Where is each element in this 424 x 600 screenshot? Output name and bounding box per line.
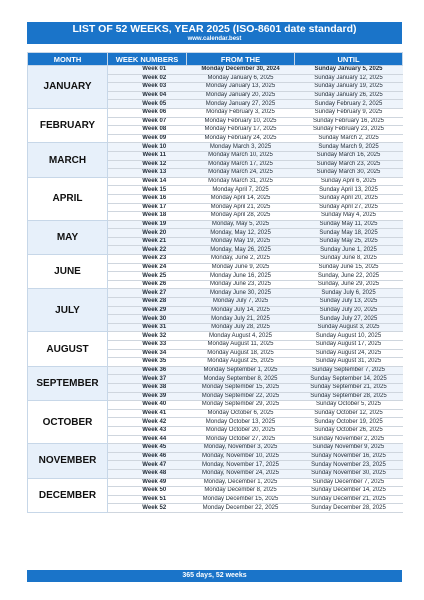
week-end-date: Sunday March 23, 2025 [295, 160, 403, 169]
page-title: LIST OF 52 WEEKS, YEAR 2025 (ISO-8601 date standard) [72, 23, 357, 35]
week-start-date: Monday October 20, 2025 [187, 426, 295, 435]
week-start-date: Monday September 29, 2025 [187, 401, 295, 410]
week-start-date: Monday May 19, 2025 [187, 237, 295, 246]
week-end-date: Sunday January 26, 2025 [295, 91, 403, 100]
week-number: Week 44 [108, 435, 187, 444]
table-row [28, 66, 403, 75]
week-end-date: Sunday March 16, 2025 [295, 151, 403, 160]
week-number: Week 12 [108, 160, 187, 169]
week-end-date: Sunday December 21, 2025 [295, 495, 403, 504]
week-start-date: Monday April 14, 2025 [187, 194, 295, 203]
week-start-date: Monday, May 26, 2025 [187, 246, 295, 255]
week-number: Week 27 [108, 289, 187, 298]
week-start-date: Monday September 15, 2025 [187, 383, 295, 392]
table-row [28, 177, 403, 186]
week-number: Week 47 [108, 461, 187, 470]
week-number: Week 05 [108, 100, 187, 109]
week-start-date: Monday, November 24, 2025 [187, 469, 295, 478]
week-start-date: Monday January 20, 2025 [187, 91, 295, 100]
month-name: MARCH [28, 143, 108, 177]
week-end-date: Sunday October 19, 2025 [295, 418, 403, 427]
website-link[interactable]: www.calendar.best [187, 36, 242, 42]
week-number: Week 17 [108, 203, 187, 212]
week-end-date: Sunday September 21, 2025 [295, 383, 403, 392]
week-number: Week 23 [108, 255, 187, 264]
week-end-date: Sunday August 10, 2025 [295, 332, 403, 341]
week-number: Week 11 [108, 151, 187, 160]
table-row [28, 255, 403, 264]
month-name: JANUARY [28, 66, 108, 109]
month-name: NOVEMBER [28, 444, 108, 478]
week-start-date: Monday February 3, 2025 [187, 108, 295, 117]
week-number: Week 43 [108, 426, 187, 435]
week-number: Week 52 [108, 504, 187, 513]
week-end-date: Sunday November 2, 2025 [295, 435, 403, 444]
week-number: Week 39 [108, 392, 187, 401]
page-header [27, 22, 402, 44]
month-name: OCTOBER [28, 401, 108, 444]
week-number: Week 02 [108, 74, 187, 83]
month-name: MAY [28, 220, 108, 254]
week-start-date: Monday June 23, 2025 [187, 280, 295, 289]
week-number: Week 16 [108, 194, 187, 203]
week-number: Week 04 [108, 91, 187, 100]
column-header-week-numbers: WEEK NUMBERS [108, 53, 187, 66]
week-start-date: Monday, November 17, 2025 [187, 461, 295, 470]
week-start-date: Monday July 21, 2025 [187, 315, 295, 324]
week-end-date: Sunday July 27, 2025 [295, 315, 403, 324]
week-start-date: Monday December 15, 2025 [187, 495, 295, 504]
table-row [28, 444, 403, 453]
week-end-date: Sunday February 2, 2025 [295, 100, 403, 109]
month-name: SEPTEMBER [28, 366, 108, 400]
week-start-date: Monday August 4, 2025 [187, 332, 295, 341]
table-row [28, 332, 403, 341]
week-end-date: Sunday September 28, 2025 [295, 392, 403, 401]
week-end-date: Sunday, June 22, 2025 [295, 272, 403, 281]
week-end-date: Sunday September 7, 2025 [295, 366, 403, 375]
week-start-date: Monday August 18, 2025 [187, 349, 295, 358]
week-start-date: Monday January 27, 2025 [187, 100, 295, 109]
week-number: Week 09 [108, 134, 187, 143]
week-number: Week 33 [108, 341, 187, 350]
week-start-date: Monday August 25, 2025 [187, 358, 295, 367]
table-row [28, 143, 403, 152]
week-start-date: Monday April 7, 2025 [187, 186, 295, 195]
column-header-until: UNTIL [295, 53, 403, 66]
table-row [28, 220, 403, 229]
week-end-date: Sunday November 30, 2025 [295, 469, 403, 478]
week-number: Week 30 [108, 315, 187, 324]
week-end-date: Sunday February 23, 2025 [295, 126, 403, 135]
week-number: Week 03 [108, 83, 187, 92]
week-start-date: Monday July 7, 2025 [187, 298, 295, 307]
week-number: Week 14 [108, 177, 187, 186]
week-end-date: Sunday May 4, 2025 [295, 212, 403, 221]
week-end-date: Sunday November 23, 2025 [295, 461, 403, 470]
week-number: Week 13 [108, 169, 187, 178]
week-end-date: Sunday December 7, 2025 [295, 478, 403, 487]
week-number: Week 28 [108, 298, 187, 307]
week-start-date: Monday March 24, 2025 [187, 169, 295, 178]
week-number: Week 45 [108, 444, 187, 453]
month-name: FEBRUARY [28, 108, 108, 142]
week-start-date: Monday February 17, 2025 [187, 126, 295, 135]
week-end-date: Sunday April 27, 2025 [295, 203, 403, 212]
week-start-date: Monday April 21, 2025 [187, 203, 295, 212]
week-end-date: Sunday July 20, 2025 [295, 306, 403, 315]
week-start-date: Monday June 16, 2025 [187, 272, 295, 281]
weeks-table-body [28, 66, 403, 513]
week-end-date: Sunday May 11, 2025 [295, 220, 403, 229]
week-number: Week 36 [108, 366, 187, 375]
week-number: Week 41 [108, 409, 187, 418]
week-end-date: Sunday February 16, 2025 [295, 117, 403, 126]
week-number: Week 20 [108, 229, 187, 238]
week-end-date: Sunday July 6, 2025 [295, 289, 403, 298]
week-start-date: Monday, November 3, 2025 [187, 444, 295, 453]
week-number: Week 51 [108, 495, 187, 504]
week-end-date: Sunday October 12, 2025 [295, 409, 403, 418]
week-end-date: Sunday September 14, 2025 [295, 375, 403, 384]
table-row [28, 366, 403, 375]
table-row [28, 289, 403, 298]
month-name: AUGUST [28, 332, 108, 366]
month-name: DECEMBER [28, 478, 108, 512]
week-start-date: Monday January 13, 2025 [187, 83, 295, 92]
week-start-date: Monday, May 5, 2025 [187, 220, 295, 229]
week-start-date: Monday December 8, 2025 [187, 487, 295, 496]
week-number: Week 37 [108, 375, 187, 384]
week-number: Week 24 [108, 263, 187, 272]
weeks-table [27, 52, 403, 513]
week-number: Week 50 [108, 487, 187, 496]
week-start-date: Monday October 13, 2025 [187, 418, 295, 427]
week-end-date: Sunday December 14, 2025 [295, 487, 403, 496]
week-start-date: Monday, June 2, 2025 [187, 255, 295, 264]
week-start-date: Monday April 28, 2025 [187, 212, 295, 221]
week-number: Week 32 [108, 332, 187, 341]
week-start-date: Monday September 8, 2025 [187, 375, 295, 384]
week-number: Week 08 [108, 126, 187, 135]
table-row [28, 401, 403, 410]
week-start-date: Monday September 1, 2025 [187, 366, 295, 375]
week-end-date: Sunday November 9, 2025 [295, 444, 403, 453]
week-number: Week 26 [108, 280, 187, 289]
week-end-date: Sunday, June 29, 2025 [295, 280, 403, 289]
week-end-date: Sunday June 8, 2025 [295, 255, 403, 264]
week-start-date: Monday March 31, 2025 [187, 177, 295, 186]
column-header-from: FROM THE [187, 53, 295, 66]
week-end-date: Sunday July 13, 2025 [295, 298, 403, 307]
week-start-date: Monday June 30, 2025 [187, 289, 295, 298]
week-end-date: Sunday May 25, 2025 [295, 237, 403, 246]
week-end-date: Sunday April 13, 2025 [295, 186, 403, 195]
week-end-date: Sunday August 17, 2025 [295, 341, 403, 350]
table-row [28, 108, 403, 117]
table-row [28, 478, 403, 487]
week-number: Week 06 [108, 108, 187, 117]
week-number: Week 18 [108, 212, 187, 221]
week-number: Week 15 [108, 186, 187, 195]
week-number: Week 49 [108, 478, 187, 487]
week-start-date: Monday, November 10, 2025 [187, 452, 295, 461]
week-start-date: Monday October 6, 2025 [187, 409, 295, 418]
column-header-month: MONTH [28, 53, 108, 66]
week-start-date: Monday March 3, 2025 [187, 143, 295, 152]
week-start-date: Monday, May 12, 2025 [187, 229, 295, 238]
week-end-date: Sunday August 24, 2025 [295, 349, 403, 358]
month-name: JULY [28, 289, 108, 332]
month-name: APRIL [28, 177, 108, 220]
week-number: Week 34 [108, 349, 187, 358]
week-number: Week 01 [108, 66, 187, 75]
week-start-date: Monday February 10, 2025 [187, 117, 295, 126]
week-number: Week 31 [108, 323, 187, 332]
week-end-date: Sunday June 15, 2025 [295, 263, 403, 272]
week-start-date: Monday December 22, 2025 [187, 504, 295, 513]
week-start-date: Monday October 27, 2025 [187, 435, 295, 444]
week-end-date: Sunday April 20, 2025 [295, 194, 403, 203]
week-start-date: Monday July 28, 2025 [187, 323, 295, 332]
week-number: Week 25 [108, 272, 187, 281]
week-number: Week 21 [108, 237, 187, 246]
week-end-date: Sunday March 30, 2025 [295, 169, 403, 178]
week-number: Week 07 [108, 117, 187, 126]
week-start-date: Monday March 17, 2025 [187, 160, 295, 169]
week-end-date: Sunday June 1, 2025 [295, 246, 403, 255]
page-footer: 365 days, 52 weeks [27, 570, 402, 582]
week-end-date: Sunday December 28, 2025 [295, 504, 403, 513]
week-end-date: Sunday October 5, 2025 [295, 401, 403, 410]
week-end-date: Sunday October 26, 2025 [295, 426, 403, 435]
week-number: Week 22 [108, 246, 187, 255]
week-end-date: Sunday August 31, 2025 [295, 358, 403, 367]
week-end-date: Sunday March 9, 2025 [295, 143, 403, 152]
week-number: Week 38 [108, 383, 187, 392]
week-start-date: Monday, December 1, 2025 [187, 478, 295, 487]
week-number: Week 40 [108, 401, 187, 410]
week-number: Week 42 [108, 418, 187, 427]
week-end-date: Sunday November 16, 2025 [295, 452, 403, 461]
week-start-date: Monday July 14, 2025 [187, 306, 295, 315]
week-number: Week 29 [108, 306, 187, 315]
table-header-row [28, 53, 403, 66]
week-number: Week 48 [108, 469, 187, 478]
week-end-date: Sunday March 2, 2025 [295, 134, 403, 143]
week-end-date: Sunday April 6, 2025 [295, 177, 403, 186]
week-number: Week 35 [108, 358, 187, 367]
week-end-date: Sunday May 18, 2025 [295, 229, 403, 238]
week-start-date: Monday January 6, 2025 [187, 74, 295, 83]
week-number: Week 19 [108, 220, 187, 229]
week-start-date: Monday September 22, 2025 [187, 392, 295, 401]
week-number: Week 46 [108, 452, 187, 461]
week-end-date: Sunday January 12, 2025 [295, 74, 403, 83]
week-start-date: Monday August 11, 2025 [187, 341, 295, 350]
month-name: JUNE [28, 255, 108, 289]
week-end-date: Sunday January 5, 2025 [295, 66, 403, 75]
week-end-date: Sunday August 3, 2025 [295, 323, 403, 332]
week-start-date: Monday June 9, 2025 [187, 263, 295, 272]
week-start-date: Monday March 10, 2025 [187, 151, 295, 160]
week-end-date: Sunday February 9, 2025 [295, 108, 403, 117]
week-start-date: Monday February 24, 2025 [187, 134, 295, 143]
week-start-date: Monday December 30, 2024 [187, 66, 295, 75]
week-number: Week 10 [108, 143, 187, 152]
week-end-date: Sunday January 19, 2025 [295, 83, 403, 92]
